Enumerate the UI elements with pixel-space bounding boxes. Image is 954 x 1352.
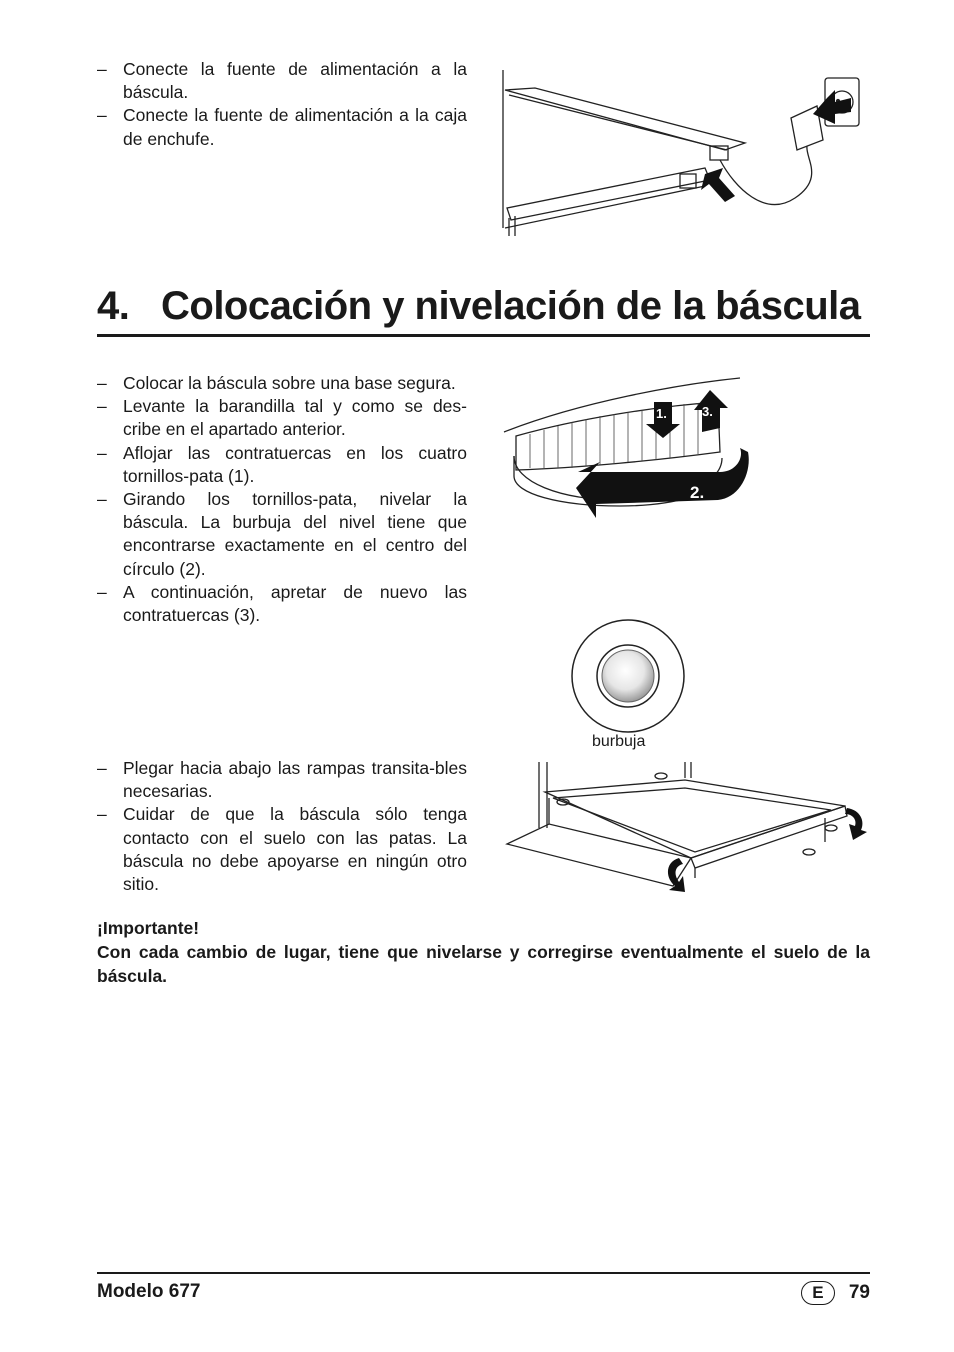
power-supply-illustration — [495, 68, 875, 243]
important-title: ¡Importante! — [97, 918, 200, 938]
step2-label: 2. — [690, 483, 705, 502]
language-badge: E — [801, 1281, 835, 1305]
list-item: – A continuación, apretar de nuevo las contratuercas (3). — [97, 581, 467, 626]
page-number: 79 — [848, 1282, 870, 1303]
bubble-caption: burbuja — [592, 733, 646, 750]
list-item: – Aflojar las contratuercas en los cuatro tornillos-pata (1). — [97, 442, 467, 486]
footer-page-info — [801, 1281, 870, 1305]
list-item: – Girando los tornillos-pata, nivelar la báscula. La burbuja del nivel tiene que encontrarse exactamente en el centro del círculo (2). — [97, 489, 467, 579]
important-note — [97, 916, 870, 988]
list-item: – Plegar hacia abajo las rampas transita-bles necesarias. — [97, 758, 467, 802]
list-item: – Colocar la báscula sobre una base segura. — [97, 373, 456, 393]
footer-model: Modelo 677 — [97, 1281, 201, 1302]
leveling-foot-illustration — [500, 372, 755, 532]
list-item: – Cuidar de que la báscula sólo tenga contacto con el suelo con las patas. La báscula no debe apoyarse en ningún otro sitio. — [97, 804, 467, 895]
list-item: – Levante la barandilla tal y como se des-cribe en el apartado anterior. — [97, 396, 467, 440]
list-item: – Conecte la fuente de alimentación a la báscula. — [97, 59, 467, 103]
step3-label: 3. — [702, 404, 713, 419]
leveling-instructions-list — [97, 372, 467, 627]
section-heading: 4. Colocación y nivelación de la báscula — [97, 282, 870, 337]
footer-rule — [97, 1272, 870, 1274]
step1-label: 1. — [656, 406, 667, 421]
list-item: – Conecte la fuente de alimentación a la caja de enchufe. — [97, 105, 467, 149]
important-text: Con cada cambio de lugar, tiene que nivelarse y corregirse eventualmente el suelo de la báscula. — [97, 942, 870, 986]
ramp-instructions-list — [97, 757, 467, 896]
power-instructions-list — [97, 58, 467, 151]
bubble-level-illustration — [568, 616, 688, 736]
scale-ramps-illustration — [505, 758, 867, 894]
